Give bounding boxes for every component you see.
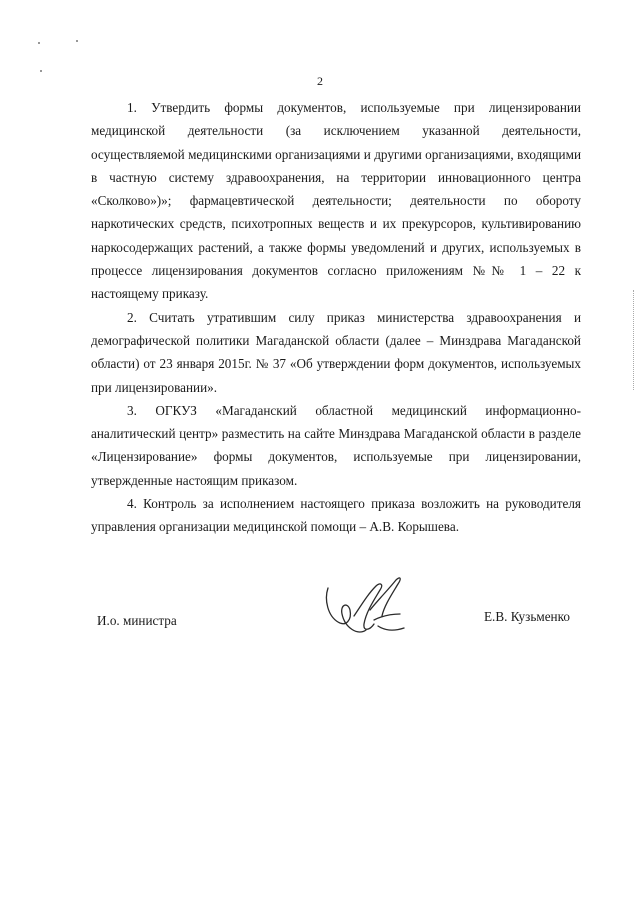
scan-speck xyxy=(38,42,40,44)
scan-speck xyxy=(76,40,78,42)
page-number: 2 xyxy=(317,74,323,88)
paragraph-3: 3. ОГКУЗ «Магаданский областной медицинский информационно-аналитический центр» разместить на сайте Минздрава Магаданской области в разделе «Лицензирование» формы документов, используемые при лицензировании, утвержденные настоящим приказом. xyxy=(91,402,581,488)
paragraph-1: 1. Утвердить формы документов, используемые при лицензировании медицинской деятельности (за исключением указанной деятельности, осуществляемой медицинскими организациями и другими организациями, входящими в частную систему здравоохранения, на территории инновационного центра «Сколково»)»; фармацевтической деятельности; деятельности по обороту наркотических средств, психотропных веществ и их прекурсоров, культивированию наркосодержащих растений, а также формы уведомлений и других, используемых в процессе лицензирования документов согласно приложениям №№ 1 – 22 к настоящему приказу. xyxy=(91,100,581,302)
signatory-name: Е.В. Кузьменко xyxy=(484,609,570,624)
handwritten-signature xyxy=(318,570,413,642)
paragraph-4: 4. Контроль за исполнением настоящего приказа возложить на руководителя управления организации медицинской помощи – А.В. Корышева. xyxy=(91,496,581,535)
paragraph-2: 2. Считать утратившим силу приказ министерства здравоохранения и демографической политики Магаданской области (далее – Минздрава Магаданской области) от 23 января 2015г. № 37 «Об утверждении форм документов, используемых при лицензировании». xyxy=(91,309,581,395)
scan-speck xyxy=(40,70,42,72)
signature-block xyxy=(0,570,640,650)
scan-edge-mark xyxy=(633,290,636,390)
order-text xyxy=(91,96,581,539)
signatory-title: И.о. министра xyxy=(97,613,177,628)
